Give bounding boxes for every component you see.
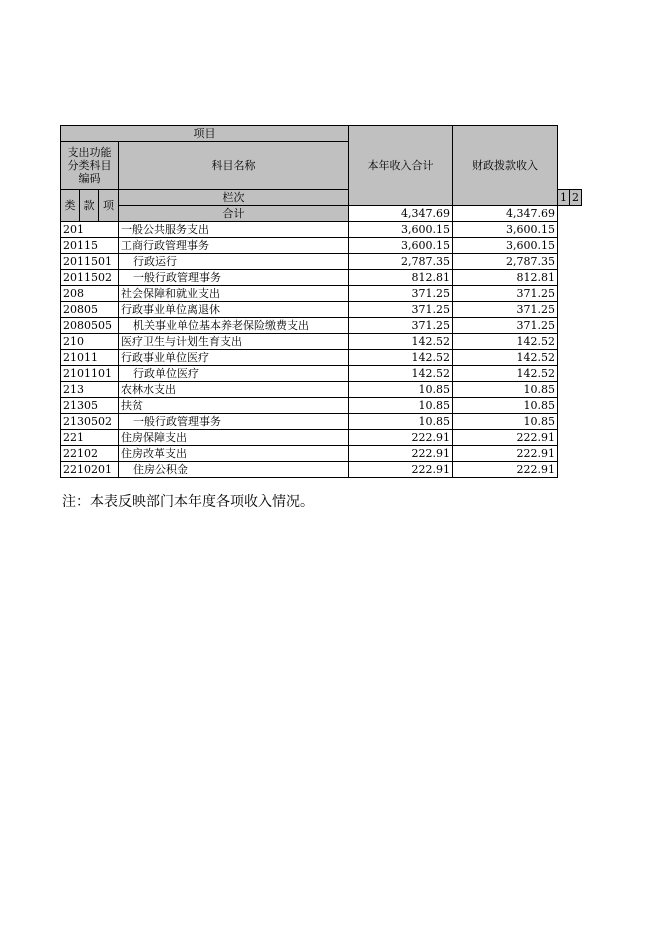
row-total-income: 812.81 (349, 270, 453, 286)
table-row (61, 462, 582, 478)
table-note: 注：本表反映部门本年度各项收入情况。 (62, 494, 314, 510)
row-fiscal-income: 10.85 (453, 398, 558, 414)
column-number-label: 栏次 (119, 190, 349, 206)
row-subject-name: 行政单位医疗 (119, 366, 349, 382)
row-fiscal-income: 10.85 (453, 414, 558, 430)
row-code: 20805 (61, 302, 119, 318)
row-code: 2011501 (61, 254, 119, 270)
row-fiscal-income: 10.85 (453, 382, 558, 398)
row-fiscal-income: 142.52 (453, 334, 558, 350)
row-total-income: 10.85 (349, 398, 453, 414)
row-fiscal-income: 142.52 (453, 366, 558, 382)
sum-label: 合计 (119, 206, 349, 222)
row-subject-name: 工商行政管理事务 (119, 238, 349, 254)
row-code: 2011502 (61, 270, 119, 286)
total-income-header: 本年收入合计 (349, 126, 453, 206)
row-total-income: 2,787.35 (349, 254, 453, 270)
table-row (61, 350, 582, 366)
row-subject-name: 住房保障支出 (119, 430, 349, 446)
row-total-income: 371.25 (349, 318, 453, 334)
row-subject-name: 一般公共服务支出 (119, 222, 349, 238)
row-fiscal-income: 3,600.15 (453, 238, 558, 254)
row-fiscal-income: 371.25 (453, 302, 558, 318)
row-total-income: 222.91 (349, 462, 453, 478)
row-total-income: 371.25 (349, 286, 453, 302)
row-total-income: 142.52 (349, 334, 453, 350)
income-table (60, 125, 582, 478)
row-subject-name: 机关事业单位基本养老保险缴费支出 (119, 318, 349, 334)
column-number-2: 2 (570, 190, 582, 206)
row-subject-name: 住房改革支出 (119, 446, 349, 462)
row-subject-name: 行政事业单位离退休 (119, 302, 349, 318)
kuan-header: 款 (80, 190, 99, 222)
table-row (61, 334, 582, 350)
table-row (61, 238, 582, 254)
row-total-income: 3,600.15 (349, 238, 453, 254)
row-code: 221 (61, 430, 119, 446)
row-fiscal-income: 142.52 (453, 350, 558, 366)
table-row (61, 254, 582, 270)
sum-fiscal: 4,347.69 (453, 206, 558, 222)
row-fiscal-income: 2,787.35 (453, 254, 558, 270)
row-total-income: 3,600.15 (349, 222, 453, 238)
row-subject-name: 农林水支出 (119, 382, 349, 398)
row-code: 21305 (61, 398, 119, 414)
row-subject-name: 行政运行 (119, 254, 349, 270)
row-total-income: 10.85 (349, 382, 453, 398)
row-total-income: 222.91 (349, 430, 453, 446)
row-total-income: 142.52 (349, 366, 453, 382)
table-row (61, 366, 582, 382)
subject-name-header: 科目名称 (119, 142, 349, 190)
row-total-income: 142.52 (349, 350, 453, 366)
sum-total: 4,347.69 (349, 206, 453, 222)
row-total-income: 222.91 (349, 446, 453, 462)
project-header: 项目 (61, 126, 349, 142)
row-subject-name: 住房公积金 (119, 462, 349, 478)
row-total-income: 371.25 (349, 302, 453, 318)
xiang-header: 项 (99, 190, 119, 222)
table-row (61, 446, 582, 462)
row-subject-name: 医疗卫生与计划生育支出 (119, 334, 349, 350)
row-code: 2080505 (61, 318, 119, 334)
table-row (61, 270, 582, 286)
row-code: 213 (61, 382, 119, 398)
row-code: 208 (61, 286, 119, 302)
table-row (61, 430, 582, 446)
row-fiscal-income: 222.91 (453, 446, 558, 462)
table-row (61, 414, 582, 430)
row-code: 20115 (61, 238, 119, 254)
row-subject-name: 扶贫 (119, 398, 349, 414)
code-group-header: 支出功能分类科目编码 (61, 142, 119, 190)
row-code: 210 (61, 334, 119, 350)
row-code: 2130502 (61, 414, 119, 430)
row-subject-name: 一般行政管理事务 (119, 414, 349, 430)
row-fiscal-income: 222.91 (453, 430, 558, 446)
row-subject-name: 一般行政管理事务 (119, 270, 349, 286)
table-row (61, 222, 582, 238)
row-fiscal-income: 371.25 (453, 286, 558, 302)
row-code: 22102 (61, 446, 119, 462)
row-fiscal-income: 222.91 (453, 462, 558, 478)
row-fiscal-income: 371.25 (453, 318, 558, 334)
table-row (61, 382, 582, 398)
row-code: 201 (61, 222, 119, 238)
row-code: 2101101 (61, 366, 119, 382)
table-row (61, 302, 582, 318)
table-row (61, 398, 582, 414)
column-number-1: 1 (558, 190, 570, 206)
row-subject-name: 社会保障和就业支出 (119, 286, 349, 302)
row-subject-name: 行政事业单位医疗 (119, 350, 349, 366)
table-row (61, 286, 582, 302)
row-fiscal-income: 812.81 (453, 270, 558, 286)
row-code: 21011 (61, 350, 119, 366)
table-row (61, 318, 582, 334)
row-total-income: 10.85 (349, 414, 453, 430)
lei-header: 类 (61, 190, 80, 222)
row-fiscal-income: 3,600.15 (453, 222, 558, 238)
fiscal-income-header: 财政拨款收入 (453, 126, 558, 206)
row-code: 2210201 (61, 462, 119, 478)
